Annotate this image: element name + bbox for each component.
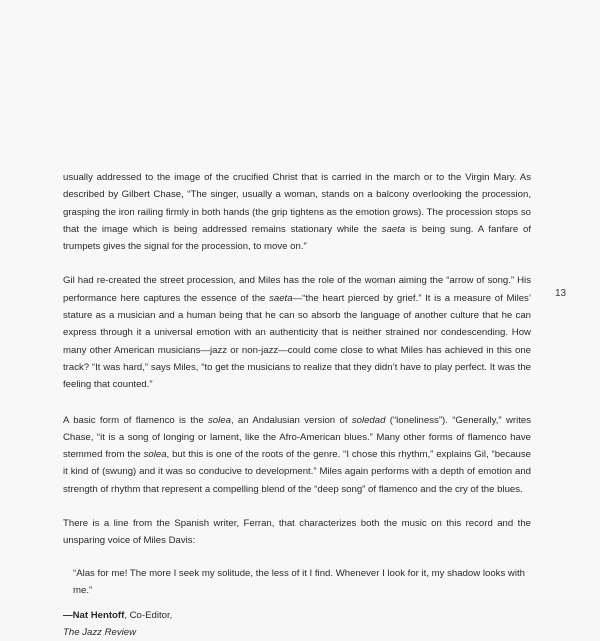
author-name: —Nat Hentoff: [63, 610, 125, 622]
article-text-column: [63, 169, 531, 641]
attribution: [63, 607, 531, 641]
page-number: 13: [555, 288, 567, 299]
paragraph-2-text-end: —“the heart pierced by grief.” It is a measure of Miles’ stature as a musician and a human being that he can so absorb the language of another culture that he can express through it a universal emotion with an authenticity that is neither strained nor condescending. How many other American musicians—jazz or non-jazz—could come close to what Miles has achieved in this one track? “It was hard,” says Miles, “to get the musicians to realize that they didn’t have to play perfect. It was the feeling that counted.”: [63, 292, 531, 391]
paragraph-3-italic-soledad: soledad: [351, 414, 386, 426]
paragraph-3-text: A basic form of flamenco is the: [63, 414, 208, 426]
paragraph-3-text-4: , but this is one of the roots of the genre. “I chose this rhythm,” explains Gil, “because it kind of (swung) and it was so conducive to development.” Miles again performs with a depth of emotion and strength of rhythm that represent a compelling blend of the “deep song” of flamenco and the cry of the blues.: [63, 449, 531, 495]
paragraph-3-text-3: (“loneliness”). “Generally,” writes Chase, “it is a song of longing or lament, like the Afro-American blues.” Many other forms of flamenco have stemmed from the: [63, 414, 532, 461]
paragraph-1-text: usually addressed to the image of the crucified Christ that is carried in the march or to the Virgin Mary. As described by Gilbert Chase, “The singer, usually a woman, stands on a balcony overlooking the procession, grasping the iron railing firmly in both hands (the grip tightens as the emotion grows). The procession stops so that the image which is being addressed remains stationary while the: [63, 172, 531, 235]
paragraph-3-italic-solea-2: solea: [143, 449, 167, 461]
paragraph-4: [63, 515, 531, 550]
paragraph-2-italic-saeta: saeta: [269, 292, 293, 304]
paragraph-1-text-end: is being sung. A fanfare of trumpets gives the signal for the procession, to move on.”: [63, 223, 531, 253]
paragraph-3-text-2: , an Andalusian version of: [230, 414, 352, 426]
paragraph-4-text: There is a line from the Spanish writer, Ferran, that characterizes both the music on this record and the unsparing voice of Miles Davis:: [63, 518, 531, 547]
paragraph-1: [63, 169, 531, 255]
paragraph-3: [63, 412, 531, 498]
paragraph-1-italic-saeta: saeta: [381, 223, 406, 235]
ferran-quote-text: “Alas for me! The more I seek my solitude, the less of it I find. Whenever I look for it, my shadow looks with me.”: [73, 567, 525, 596]
author-role: , Co-Editor,: [124, 610, 173, 622]
paragraph-2: [63, 272, 531, 393]
paragraph-2-text: Gil had re-created the street procession, and Miles has the role of the woman aiming the “arrow of song.” His performance here captures the essence of the: [63, 275, 531, 304]
paragraph-3-italic-solea: solea: [208, 414, 231, 426]
publication-name: The Jazz Review: [63, 627, 137, 639]
ferran-quote: [63, 565, 531, 600]
